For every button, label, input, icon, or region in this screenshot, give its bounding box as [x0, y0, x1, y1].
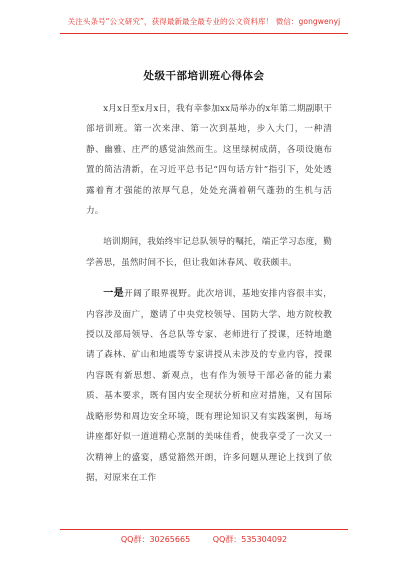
- footer-qq-group-2: QQ群：535304092: [212, 535, 288, 544]
- header-divider: [60, 33, 348, 34]
- document-title: 处级干部培训班心得体会: [143, 70, 265, 82]
- footer-qq-group-1: QQ群：30265665: [120, 535, 191, 544]
- paragraph-3: [86, 284, 332, 488]
- paragraph-text: x月x日至x月x日，我有幸参加xx局举办的x年第二期副职干部培训班。第一次来津、第一次到基地，步入大门，一种清静、幽雅、庄严的感觉油然而生。这里绿树成荫，各项设施布置的简洁清新，在习近平总书记“四句话方针”指引下，处处透露着育才强能的浓厚气息，处处充满着朝气蓬勃的生机与活力。: [86, 104, 332, 217]
- paragraph-text: 开阔了眼界视野。此次培训，基地安排内容很丰实，内容涉及面广，邀请了中央党校领导、国防大学、地方院校教授以及部局领导、各总队等专家、老师进行了授课，还特地邀请了森林、矿山和地震等专家讲授从未涉及的专业内容，授课内容既有新思想、新观点，也有作为领导干部必备的能力素质、基本要求，既有国内安全现状分析和应对措施，又有国际战略形势和周边安全环境，既有理论知识又有实践案例，每场讲座都好似一道道精心烹制的美味佳肴，使我享受了一次又一次精神上的盛宴，感觉豁然开朗，许多问题从理论上找到了依据，对原来在工作: [86, 289, 332, 483]
- footer-divider: [60, 529, 348, 530]
- document-body: [86, 99, 332, 499]
- paragraph-text: 培训期间，我始终牢记总队领导的嘱托，端正学习态度，勤学善思，虽然时间不长，但让我如沐春风、收获颇丰。: [86, 237, 332, 268]
- footer-contacts: [0, 534, 408, 545]
- paragraph-1: [86, 99, 332, 221]
- header-banner: 关注头条号“公文研究”，获得最新最全最专业的公文资料库！ 微信：gongwenyj: [67, 17, 341, 26]
- paragraph-lead: 一是: [103, 288, 125, 300]
- paragraph-2: [86, 232, 332, 273]
